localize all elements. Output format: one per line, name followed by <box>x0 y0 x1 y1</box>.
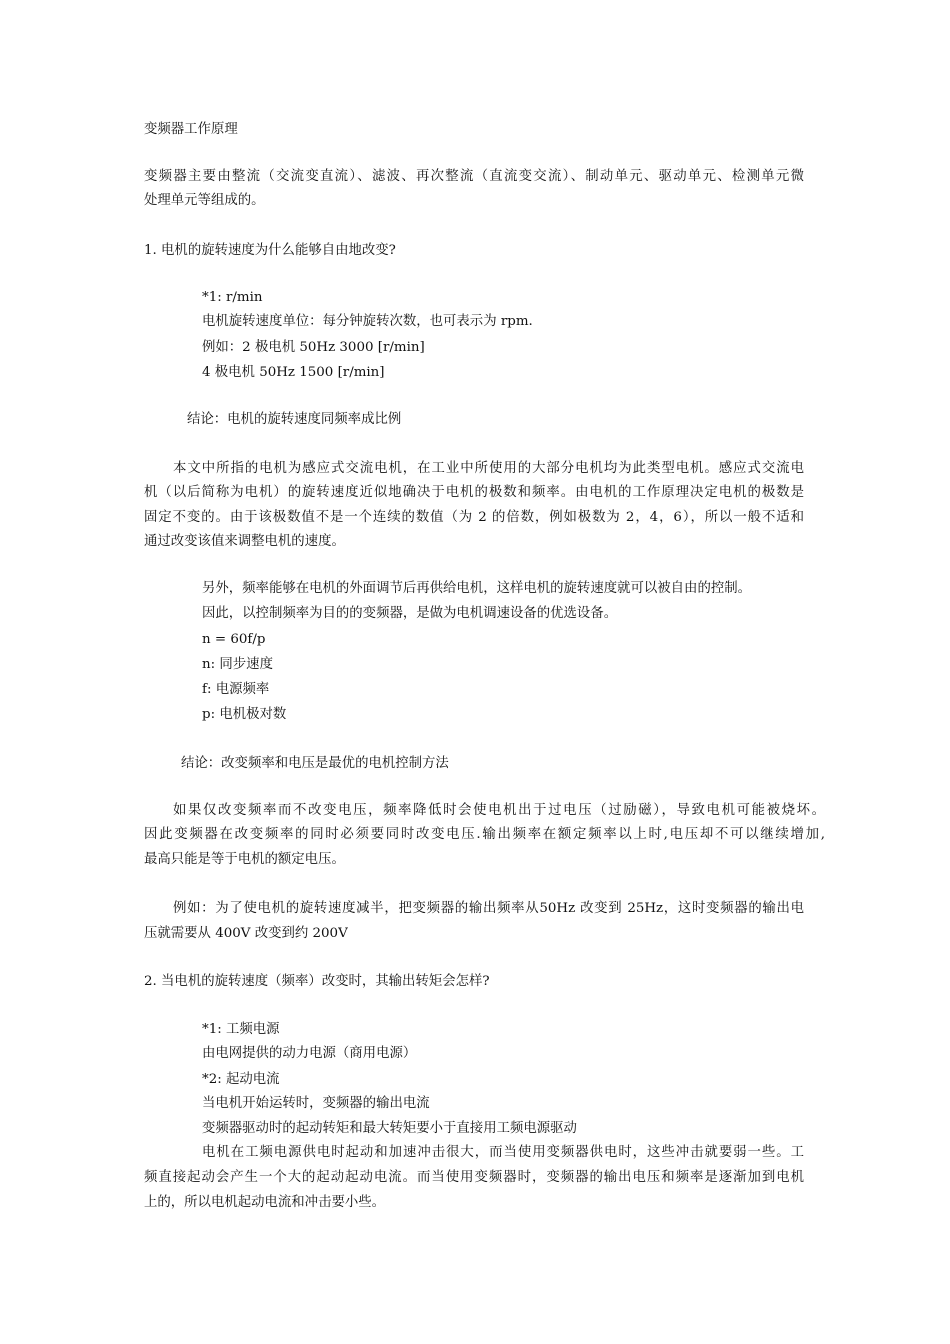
paragraph-line: 通过改变该值来调整电机的速度。 <box>144 534 345 549</box>
formula-term: n: 同步速度 <box>202 657 273 672</box>
section-2-heading: 2. 当电机的旋转速度（频率）改变时，其输出转矩会怎样? <box>144 974 490 989</box>
formula-term: p: 电机极对数 <box>202 707 287 722</box>
paragraph-line: 因此变频器在改变频率的同时必须要同时改变电压.输出频率在额定频率以上时,电压却不可以继续增加, <box>144 827 825 842</box>
note-line: *2: 起动电流 <box>202 1072 280 1087</box>
note-line: 当电机开始运转时，变频器的输出电流 <box>202 1096 430 1111</box>
note-line: 由电网提供的动力电源（商用电源） <box>202 1046 417 1061</box>
note-line: 变频器驱动时的起动转矩和最大转矩要小于直接用工频电源驱动 <box>202 1121 577 1136</box>
conclusion-1: 结论：电机的旋转速度同频率成比例 <box>187 412 402 427</box>
paragraph-line: 因此，以控制频率为目的的变频器，是做为电机调速设备的优选设备。 <box>202 606 618 621</box>
section-1-heading: 1. 电机的旋转速度为什么能够自由地改变? <box>144 243 396 258</box>
formula: n = 60f/p <box>202 632 266 647</box>
formula-term: f: 电源频率 <box>202 682 270 697</box>
paragraph-line: 压就需要从 400V 改变到约 200V <box>144 926 348 941</box>
conclusion-2: 结论：改变频率和电压是最优的电机控制方法 <box>181 756 449 771</box>
paragraph-line: 固定不变的。由于该极数值不是一个连续的数值（为 2 的倍数，例如极数为 2，4，6），所以一般不适和 <box>144 510 804 525</box>
document-title: 变频器工作原理 <box>144 122 238 137</box>
paragraph-line: 电机在工频电源供电时起动和加速冲击很大，而当使用变频器供电时，这些冲击就要弱一些。工 <box>202 1145 804 1160</box>
note-line: *1: 工频电源 <box>202 1022 280 1037</box>
paragraph-line: 上的，所以电机起动电流和冲击要小些。 <box>144 1195 386 1210</box>
intro-line: 变频器主要由整流（交流变直流）、滤波、再次整流（直流变交流）、制动单元、驱动单元、检测单元微 <box>144 169 804 184</box>
intro-line: 处理单元等组成的。 <box>144 193 265 208</box>
paragraph-line: 频直接起动会产生一个大的起动起动电流。而当使用变频器时，变频器的输出电压和频率是逐渐加到电机 <box>144 1170 804 1185</box>
paragraph-line: 例如：为了使电机的旋转速度减半，把变频器的输出频率从50Hz 改变到 25Hz，这时变频器的输出电 <box>173 901 804 916</box>
note-line: 4 极电机 50Hz 1500 [r/min] <box>202 365 385 380</box>
paragraph-line: 机（以后简称为电机）的旋转速度近似地确决于电机的极数和频率。由电机的工作原理决定电机的极数是 <box>144 485 804 500</box>
paragraph-line: 本文中所指的电机为感应式交流电机，在工业中所使用的大部分电机均为此类型电机。感应式交流电 <box>173 461 804 476</box>
note-line: 电机旋转速度单位：每分钟旋转次数，也可表示为 rpm. <box>202 314 533 329</box>
paragraph-line: 如果仅改变频率而不改变电压，频率降低时会使电机出于过电压（过励磁），导致电机可能被烧坏。 <box>173 803 825 818</box>
paragraph-line: 最高只能是等于电机的额定电压。 <box>144 852 345 867</box>
note-line: 例如：2 极电机 50Hz 3000 [r/min] <box>202 340 425 355</box>
paragraph-line: 另外，频率能够在电机的外面调节后再供给电机，这样电机的旋转速度就可以被自由的控制。 <box>202 581 752 596</box>
note-line: *1: r/min <box>202 290 263 305</box>
